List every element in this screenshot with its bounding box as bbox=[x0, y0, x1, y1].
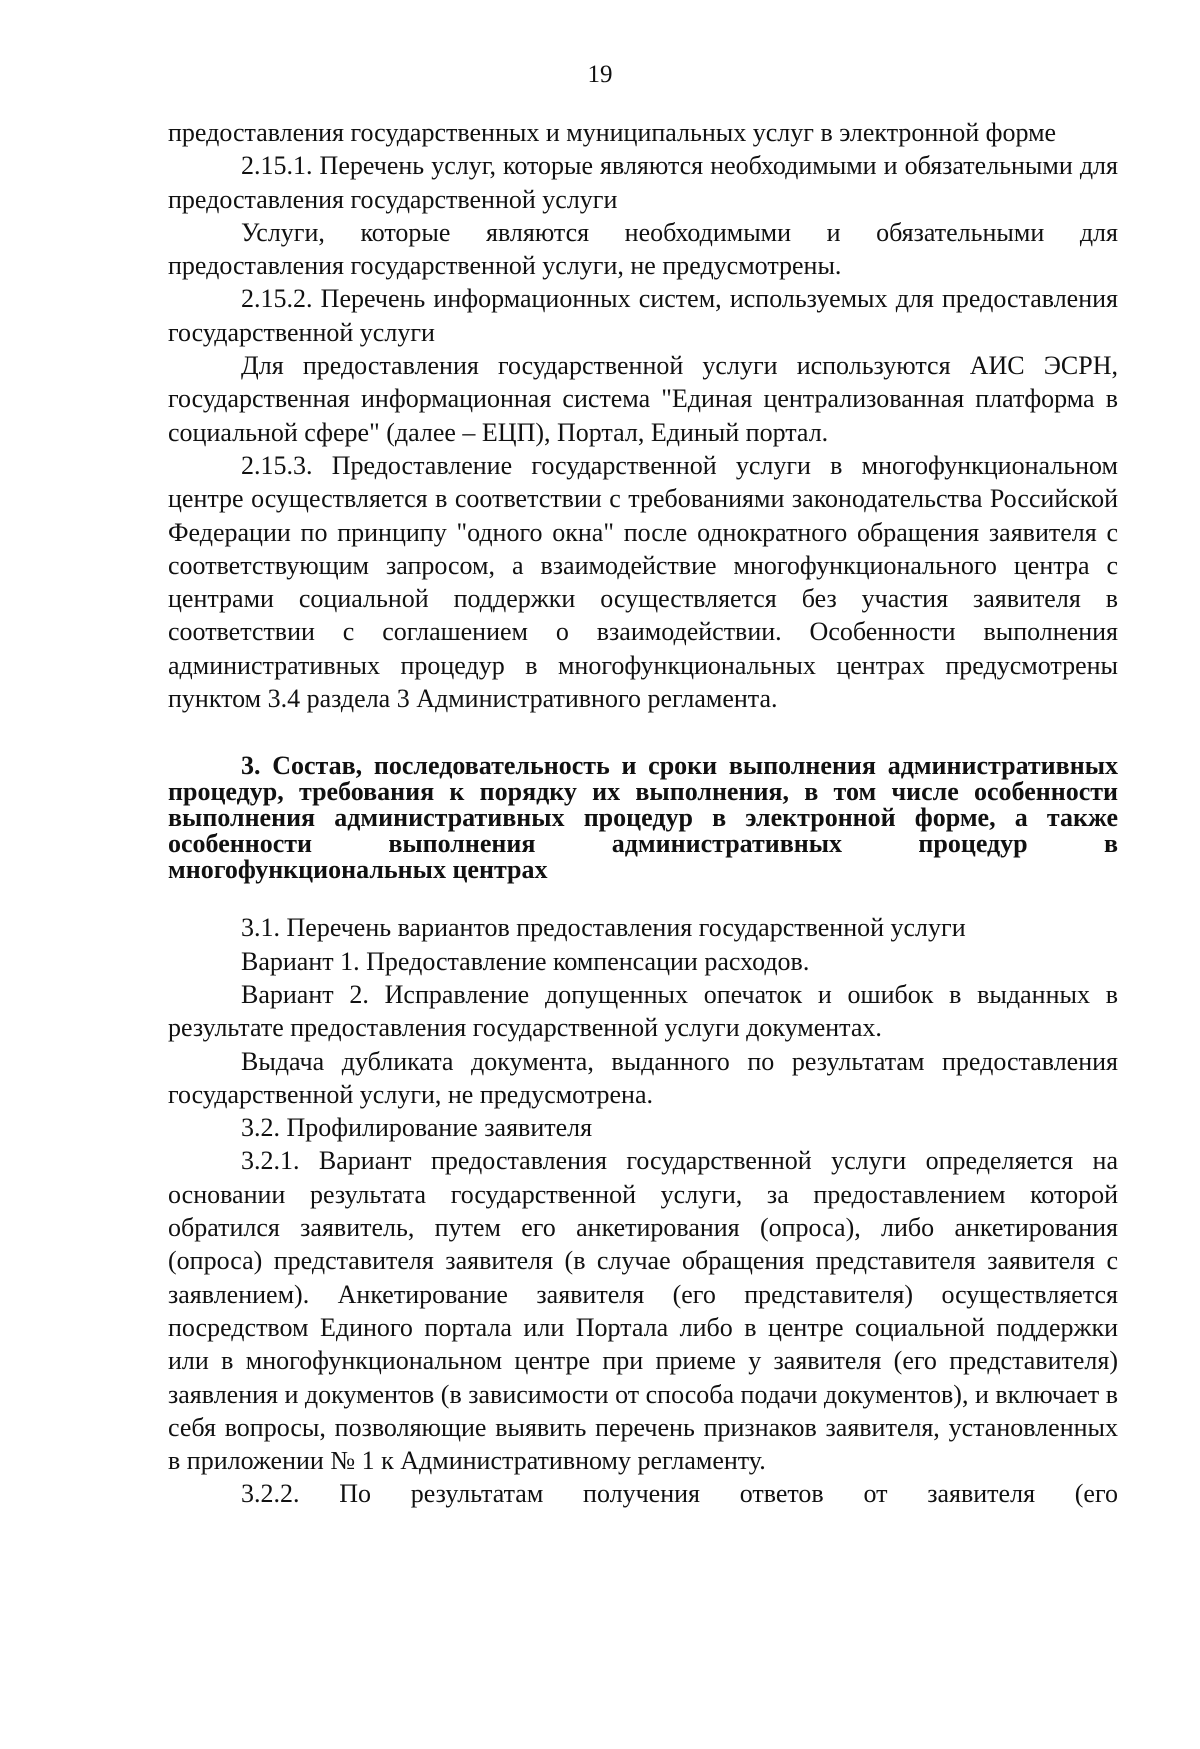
section-3-heading: 3. Состав, последовательность и сроки выполнения административных процедур, требования к порядку их выполнения, в том числе особенности выполнения административных процедур в электронной форме, а также особенности выполнения административных процедур в многофункциональных центрах bbox=[168, 751, 1118, 885]
page-number: 19 bbox=[587, 61, 613, 88]
paragraph-3-1-title: 3.1. Перечень вариантов предоставления государственной услуги bbox=[241, 913, 966, 943]
paragraph-3-2-title: 3.2. Профилирование заявителя bbox=[241, 1113, 593, 1143]
paragraph-2-15-2-text: Для предоставления государственной услуги используются АИС ЭСРН, государственная информационная система "Единая централизованная платформа в социальной сфере" (далее – ЕЦП), Портал, Единый портал. bbox=[168, 351, 1118, 447]
paragraph-2-15-1-text: Услуги, которые являются необходимыми и обязательными для предоставления государственной услуги, не предусмотрены. bbox=[168, 217, 1118, 281]
paragraph-variant-1: Вариант 1. Предоставление компенсации расходов. bbox=[241, 946, 810, 976]
document-body bbox=[168, 116, 1118, 1511]
paragraph-duplicate: Выдача дубликата документа, выданного по результатам предоставления государственной услуги, не предусмотрена. bbox=[168, 1046, 1118, 1109]
paragraph-3-2-1: 3.2.1. Вариант предоставления государственной услуги определяется на основании результата государственной услуги, за предоставлением которой обратился заявитель, путем его анкетирования (опроса), либо анкетирования (опроса) представителя заявителя (в случае обращения представителя заявителя с заявлением). Анкетирование заявителя (его представителя) осуществляется посредством Единого портала или Портала либо в центре социальной поддержки или в многофункциональном центре при приеме у заявителя (его представителя) заявления и документов (в зависимости от способа подачи документов), и включает в себя вопросы, позволяющие выявить перечень признаков заявителя, установленных в приложении № 1 к Административному регламенту. bbox=[168, 1146, 1118, 1476]
paragraph-continuation: предоставления государственных и муниципальных услуг в электронной форме bbox=[168, 118, 1057, 147]
paragraph-2-15-3: 2.15.3. Предоставление государственной услуги в многофункциональном центре осуществляется в соответствии с требованиями законодательства Российской Федерации по принципу "одного окна" после однократного обращения заявителя с соответствующим запросом, а взаимодействие многофункционального центра с центрами социальной поддержки осуществляется без участия заявителя в соответствии с соглашением о взаимодействии. Особенности выполнения административных процедур в многофункциональных центрах предусмотрены пунктом 3.4 раздела 3 Административного регламента. bbox=[168, 450, 1118, 714]
paragraph-2-15-2-title: 2.15.2. Перечень информационных систем, используемых для предоставления государственной услуги bbox=[168, 284, 1118, 347]
paragraph-3-2-2: 3.2.2. По результатам получения ответов от заявителя (его bbox=[241, 1479, 1118, 1509]
paragraph-variant-2: Вариант 2. Исправление допущенных опечаток и ошибок в выданных в результате предоставления государственной услуги документах. bbox=[168, 979, 1118, 1043]
paragraph-2-15-1-title: 2.15.1. Перечень услуг, которые являются необходимыми и обязательными для предоставления государственной услуги bbox=[168, 151, 1118, 214]
